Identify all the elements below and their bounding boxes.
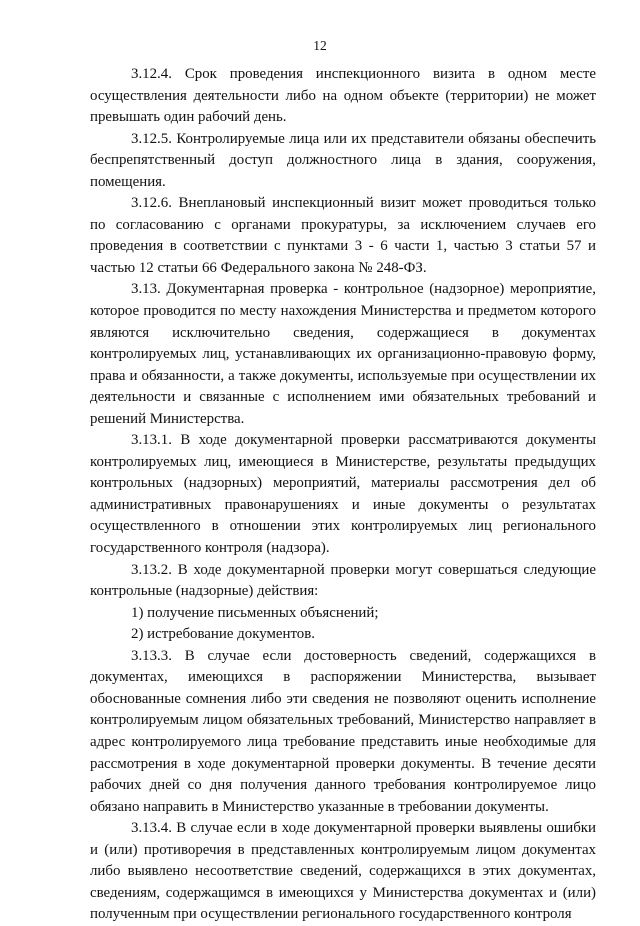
- paragraph-3-12-4: 3.12.4. Срок проведения инспекционного визита в одном месте осуществления деятельности либо на одном объекте (территории) не может превышать один рабочий день.: [90, 66, 596, 126]
- list-item-1: 1) получение письменных объяснений;: [131, 604, 379, 621]
- paragraph-3-12-5: 3.12.5. Контролируемые лица или их представители обязаны обеспечить беспрепятственный доступ должностного лица в здания, сооружения, помещения.: [90, 130, 596, 190]
- page-number: 12: [313, 38, 327, 53]
- paragraph-3-13-2: 3.13.2. В ходе документарной проверки могут совершаться следующие контрольные (надзорные) действия:: [90, 561, 596, 600]
- document-body: [90, 64, 596, 926]
- paragraph-3-13-3: 3.13.3. В случае если достоверность сведений, содержащихся в документах, имеющихся в распоряжении Министерства, вызывает обоснованные сомнения либо эти сведения не позволяют оценить исполнение контролируемым лицом обязательных требований, Министерство направляет в адрес контролируемого лица требование представить иные необходимые для рассмотрения в ходе документарной проверки документы. В течение десяти рабочих дней со дня получения данного требования контролируемое лицо обязано направить в Министерство указанные в требовании документы.: [90, 647, 596, 815]
- list-item-2: 2) истребование документов.: [131, 626, 315, 643]
- paragraph-3-12-6: 3.12.6. Внеплановый инспекционный визит может проводиться только по согласованию с органами прокуратуры, за исключением случаев его проведения в соответствии с пунктами 3 - 6 части 1, частью 3 статьи 57 и частью 12 статьи 66 Федерального закона № 248-ФЗ.: [90, 195, 596, 276]
- paragraph-3-13: 3.13. Документарная проверка - контрольное (надзорное) мероприятие, которое проводится по месту нахождения Министерства и предметом которого являются исключительно сведения, содержащиеся в документах контролируемых лиц, устанавливающих их организационно-правовую форму, права и обязанности, а также документы, используемые при осуществлении их деятельности и связанные с исполнением ими обязательных требований и решений Министерства.: [90, 281, 596, 427]
- paragraph-3-13-4: 3.13.4. В случае если в ходе документарной проверки выявлены ошибки и (или) противоречия в представленных контролируемым лицом документах либо выявлено несоответствие сведений, содержащихся в этих документах, сведениям, содержащимся в имеющихся у Министерства документах и (или) полученным при осуществлении регионального государственного контроля: [90, 820, 596, 923]
- paragraph-3-13-1: 3.13.1. В ходе документарной проверки рассматриваются документы контролируемых лиц, имеющиеся в Министерстве, результаты предыдущих контрольных (надзорных) мероприятий, материалы рассмотрения дел об административных правонарушениях и иные документы о результатах осуществленного в отношении этих контролируемых лиц регионального государственного контроля (надзора).: [90, 432, 596, 557]
